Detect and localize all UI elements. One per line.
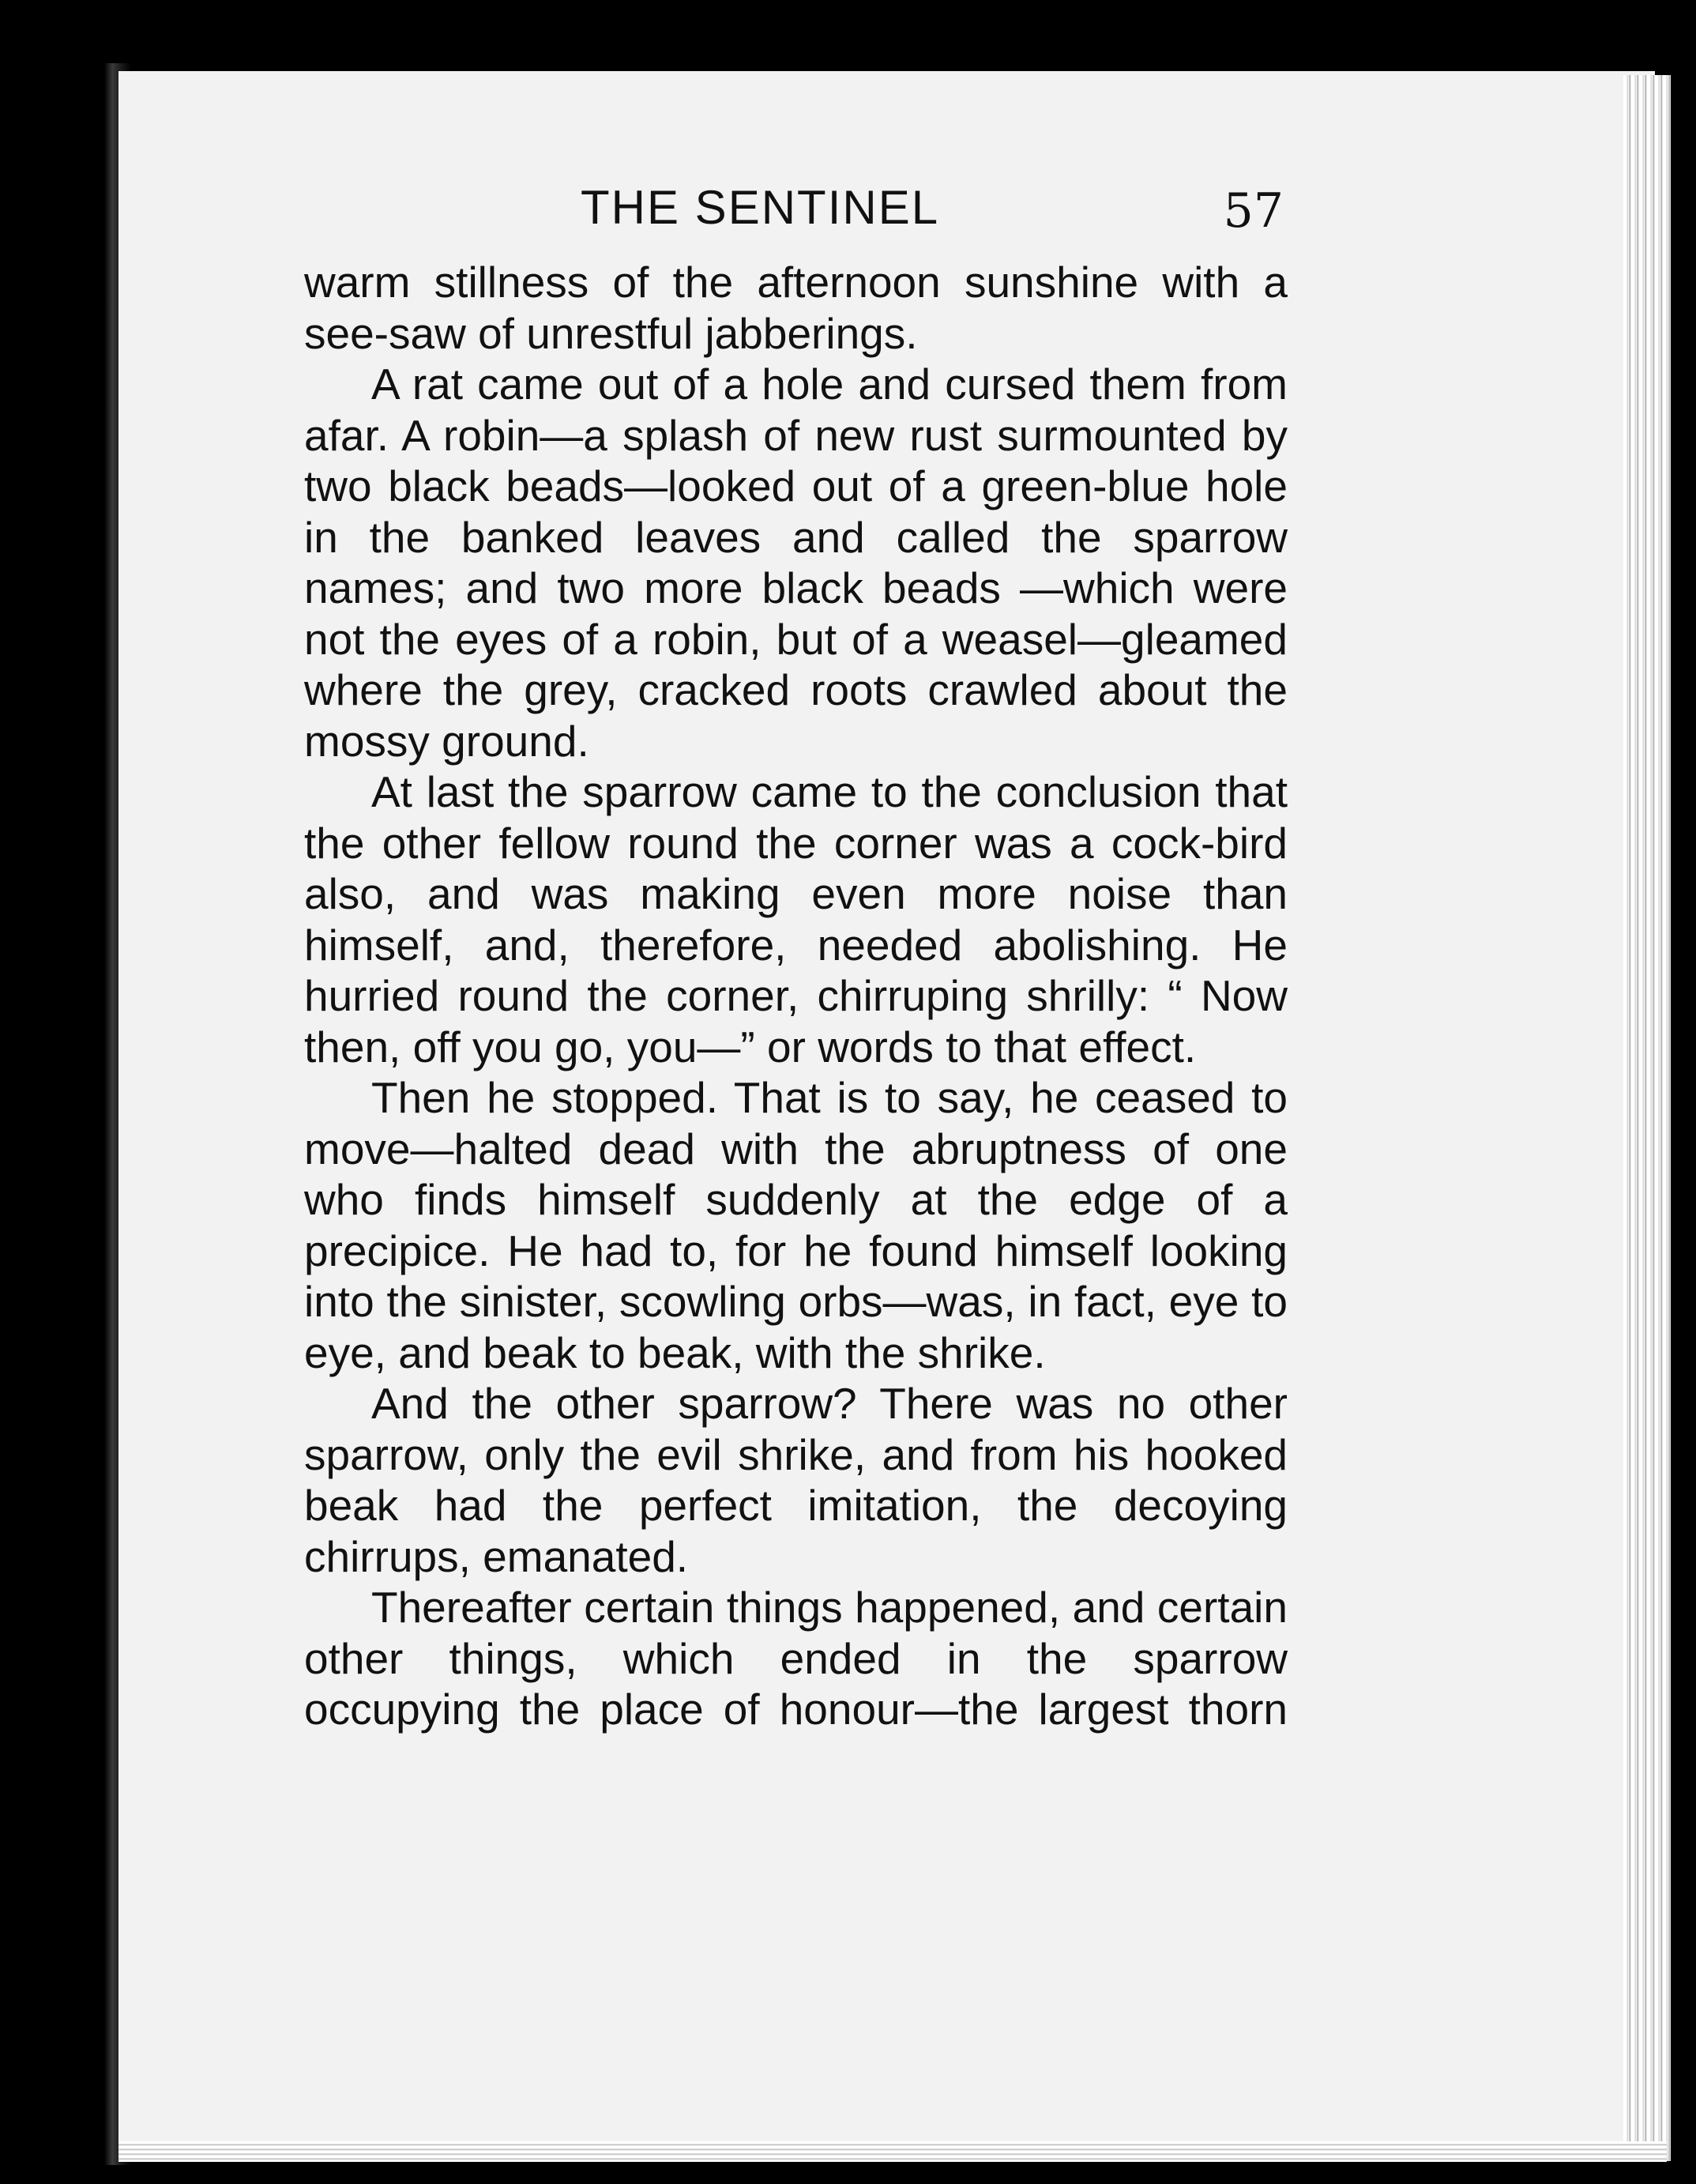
paragraph: Thereafter certain things happened, and certain other things, which ended in the sparrow occupying the place of honour—the largest thorn — [304, 1583, 1288, 1734]
page-number: 57 — [1223, 183, 1284, 239]
body-text — [304, 257, 1288, 1735]
paragraph: A rat came out of a hole and cursed them from afar. A robin—a splash of new rust surmounted by two black beads—looked out of a green-blue hole in the banked leaves and called the sparrow names; and two more black beads —which were not the eyes of a robin, but of a weasel—gleamed where the grey, cracked roots crawled about the mossy ground. — [304, 360, 1288, 766]
paragraph: And the other sparrow? There was no other sparrow, only the evil shrike, and from his hooked beak had the perfect imitation, the decoying chirrups, emanated. — [304, 1379, 1288, 1581]
paragraph: At last the sparrow came to the conclusion that the other fellow round the corner was a cock-bird also, and was making even more noise than himself, and, therefore, needed abolishing. He hurried round the corner, chirruping shrilly: “ Now then, off you go, you—” or words to that effect. — [304, 767, 1288, 1071]
paragraph: Then he stopped. That is to say, he ceased to move—halted dead with the abruptness of one who finds himself suddenly at the edge of a precipice. He had to, for he found himself looking into the sinister, scowling orbs—was, in fact, eye to eye, and beak to beak, with the shrike. — [304, 1073, 1288, 1377]
running-head: THE SENTINEL — [581, 181, 940, 234]
page-stack-edge-right — [1623, 75, 1671, 2161]
paragraph: warm stillness of the afternoon sunshine with a see-saw of unrestful jabberings. — [304, 258, 1288, 358]
page-stack-edge-bottom — [118, 2141, 1667, 2162]
page-header — [304, 180, 1284, 243]
